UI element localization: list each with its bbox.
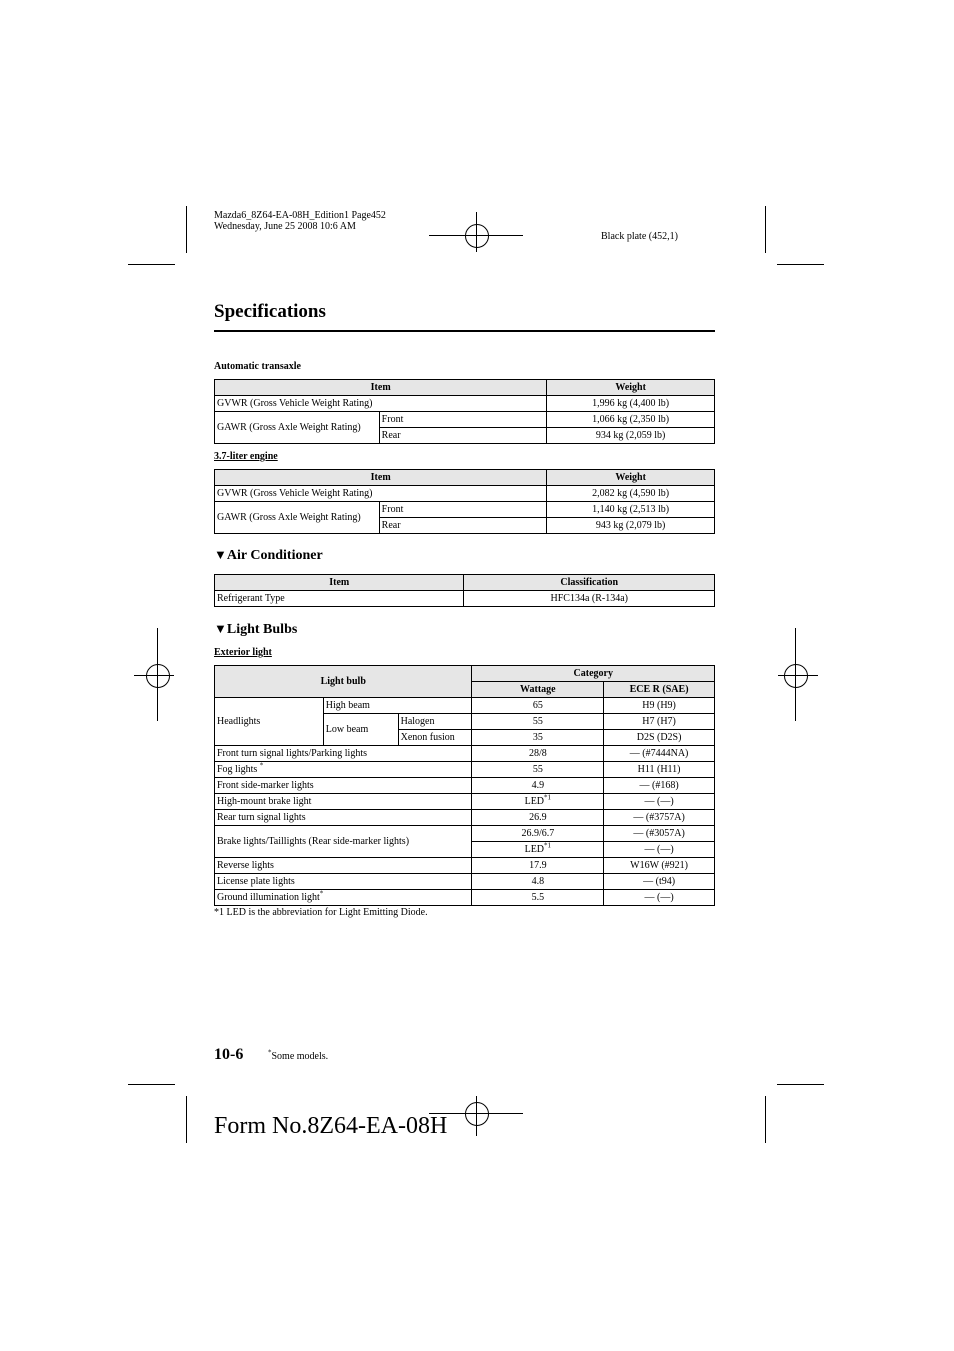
header-item: Item (215, 380, 547, 396)
row-watt-cell (472, 794, 604, 810)
refrigerant-value: HFC134a (R-134a) (464, 591, 715, 607)
light-bulbs-title: Light Bulbs (226, 622, 298, 637)
registration-circle (465, 1102, 489, 1126)
crop-mark (128, 1084, 175, 1085)
star-marker: * (259, 761, 264, 770)
table-row (215, 890, 715, 906)
table-row (215, 762, 715, 778)
high-beam-ece: H9 (H9) (604, 698, 715, 714)
doc-date: Wednesday, June 25 2008 10:6 AM (214, 221, 356, 232)
front-value: 1,140 kg (2,513 lb) (547, 502, 715, 518)
rear-value: 943 kg (2,079 lb) (547, 518, 715, 534)
rear-label: Rear (379, 518, 547, 534)
xenon-label: Xenon fusion (398, 730, 472, 746)
table-row (215, 858, 715, 874)
auto-transaxle-table (214, 379, 715, 444)
table-row (215, 810, 715, 826)
registration-circle (146, 664, 170, 688)
table-row (215, 794, 715, 810)
footnote-ref: *1 (544, 793, 552, 802)
table-row (215, 874, 715, 890)
header-item: Item (215, 575, 464, 591)
air-conditioner-table (214, 574, 715, 607)
form-number: Form No.8Z64-EA-08H (214, 1113, 448, 1139)
crop-mark (186, 206, 187, 253)
row-ece: W16W (#921) (604, 858, 715, 874)
gvwr-value: 2,082 kg (4,590 lb) (547, 486, 715, 502)
row-label: Fog lights (217, 764, 258, 775)
refrigerant-label: Refrigerant Type (215, 591, 464, 607)
gawr-label: GAWR (Gross Axle Weight Rating) (215, 412, 380, 444)
row-watt: 4.8 (472, 874, 604, 890)
xenon-ece: D2S (D2S) (604, 730, 715, 746)
led-footnote: *1 LED is the abbreviation for Light Emitting Diode. (214, 907, 428, 918)
low-beam-label: Low beam (323, 714, 398, 746)
crop-mark (128, 264, 175, 265)
footnote-ref: *1 (544, 841, 552, 850)
crop-mark (765, 206, 766, 253)
star-marker: * (319, 889, 324, 898)
row-ece: — (—) (604, 794, 715, 810)
gvwr-label: GVWR (Gross Vehicle Weight Rating) (215, 396, 547, 412)
high-beam-label: High beam (323, 698, 472, 714)
row-ece: H11 (H11) (604, 762, 715, 778)
table-row (215, 746, 715, 762)
registration-circle (784, 664, 808, 688)
row-label: Front side-marker lights (215, 778, 472, 794)
row-ece: — (#168) (604, 778, 715, 794)
brake-led-watt: LED (524, 844, 545, 855)
page-title: Specifications (214, 301, 326, 322)
header-light-bulb: Light bulb (215, 666, 472, 698)
crop-mark (777, 1084, 824, 1085)
exterior-light-caption: Exterior light (214, 647, 272, 658)
row-label: Reverse lights (215, 858, 472, 874)
gvwr-label: GVWR (Gross Vehicle Weight Rating) (215, 486, 547, 502)
engine-caption: 3.7-liter engine (214, 451, 278, 462)
light-bulbs-heading (214, 621, 297, 638)
table-row (215, 826, 715, 842)
header-classification: Classification (464, 575, 715, 591)
halogen-ece: H7 (H7) (604, 714, 715, 730)
row-label: High-mount brake light (215, 794, 472, 810)
row-ece: — (#7444NA) (604, 746, 715, 762)
brake-label: Brake lights/Taillights (Rear side-marker lights) (215, 826, 472, 858)
row-watt: 17.9 (472, 858, 604, 874)
row-watt: 28/8 (472, 746, 604, 762)
gawr-label: GAWR (Gross Axle Weight Rating) (215, 502, 380, 534)
row-watt: 4.9 (472, 778, 604, 794)
header-weight: Weight (547, 380, 715, 396)
header-wattage: Wattage (472, 682, 604, 698)
header-ece: ECE R (SAE) (604, 682, 715, 698)
headlights-label: Headlights (215, 698, 324, 746)
header-weight: Weight (547, 470, 715, 486)
row-label: Front turn signal lights/Parking lights (215, 746, 472, 762)
brake-watt: 26.9/6.7 (472, 826, 604, 842)
row-label-cell (215, 762, 472, 778)
light-bulbs-table (214, 665, 715, 906)
high-beam-watt: 65 (472, 698, 604, 714)
star-marker: * (268, 1048, 272, 1057)
table-row (215, 778, 715, 794)
header-category: Category (472, 666, 715, 682)
row-label: License plate lights (215, 874, 472, 890)
crop-mark (777, 264, 824, 265)
brake-ece: — (#3057A) (604, 826, 715, 842)
crop-mark (765, 1096, 766, 1143)
page-number: 10-6 (214, 1046, 244, 1063)
triangle-icon: ▼ (214, 547, 227, 562)
gvwr-value: 1,996 kg (4,400 lb) (547, 396, 715, 412)
row-watt: 55 (472, 762, 604, 778)
row-label: Rear turn signal lights (215, 810, 472, 826)
rear-label: Rear (379, 428, 547, 444)
air-conditioner-title: Air Conditioner (226, 548, 323, 563)
air-conditioner-heading (214, 547, 323, 564)
plate-label: Black plate (452,1) (601, 231, 678, 242)
title-rule (214, 330, 715, 332)
xenon-watt: 35 (472, 730, 604, 746)
brake-led-ece: — (—) (604, 842, 715, 858)
brake-led-cell (472, 842, 604, 858)
registration-circle (465, 224, 489, 248)
doc-id: Mazda6_8Z64-EA-08H_Edition1 Page452 (214, 210, 386, 221)
document-header (214, 210, 386, 232)
triangle-icon: ▼ (214, 621, 227, 636)
front-label: Front (379, 502, 547, 518)
header-item: Item (215, 470, 547, 486)
crop-mark (186, 1096, 187, 1143)
row-watt: LED (524, 796, 545, 807)
some-models-text: Some models. (271, 1051, 329, 1062)
some-models-note (268, 1048, 329, 1062)
front-value: 1,066 kg (2,350 lb) (547, 412, 715, 428)
halogen-label: Halogen (398, 714, 472, 730)
row-label-cell (215, 890, 472, 906)
halogen-watt: 55 (472, 714, 604, 730)
row-watt: 26.9 (472, 810, 604, 826)
auto-transaxle-caption: Automatic transaxle (214, 361, 301, 372)
engine-table (214, 469, 715, 534)
row-label: Ground illumination light (217, 892, 320, 903)
row-ece: — (#3757A) (604, 810, 715, 826)
rear-value: 934 kg (2,059 lb) (547, 428, 715, 444)
front-label: Front (379, 412, 547, 428)
row-ece: — (—) (604, 890, 715, 906)
row-ece: — (t94) (604, 874, 715, 890)
row-watt: 5.5 (472, 890, 604, 906)
